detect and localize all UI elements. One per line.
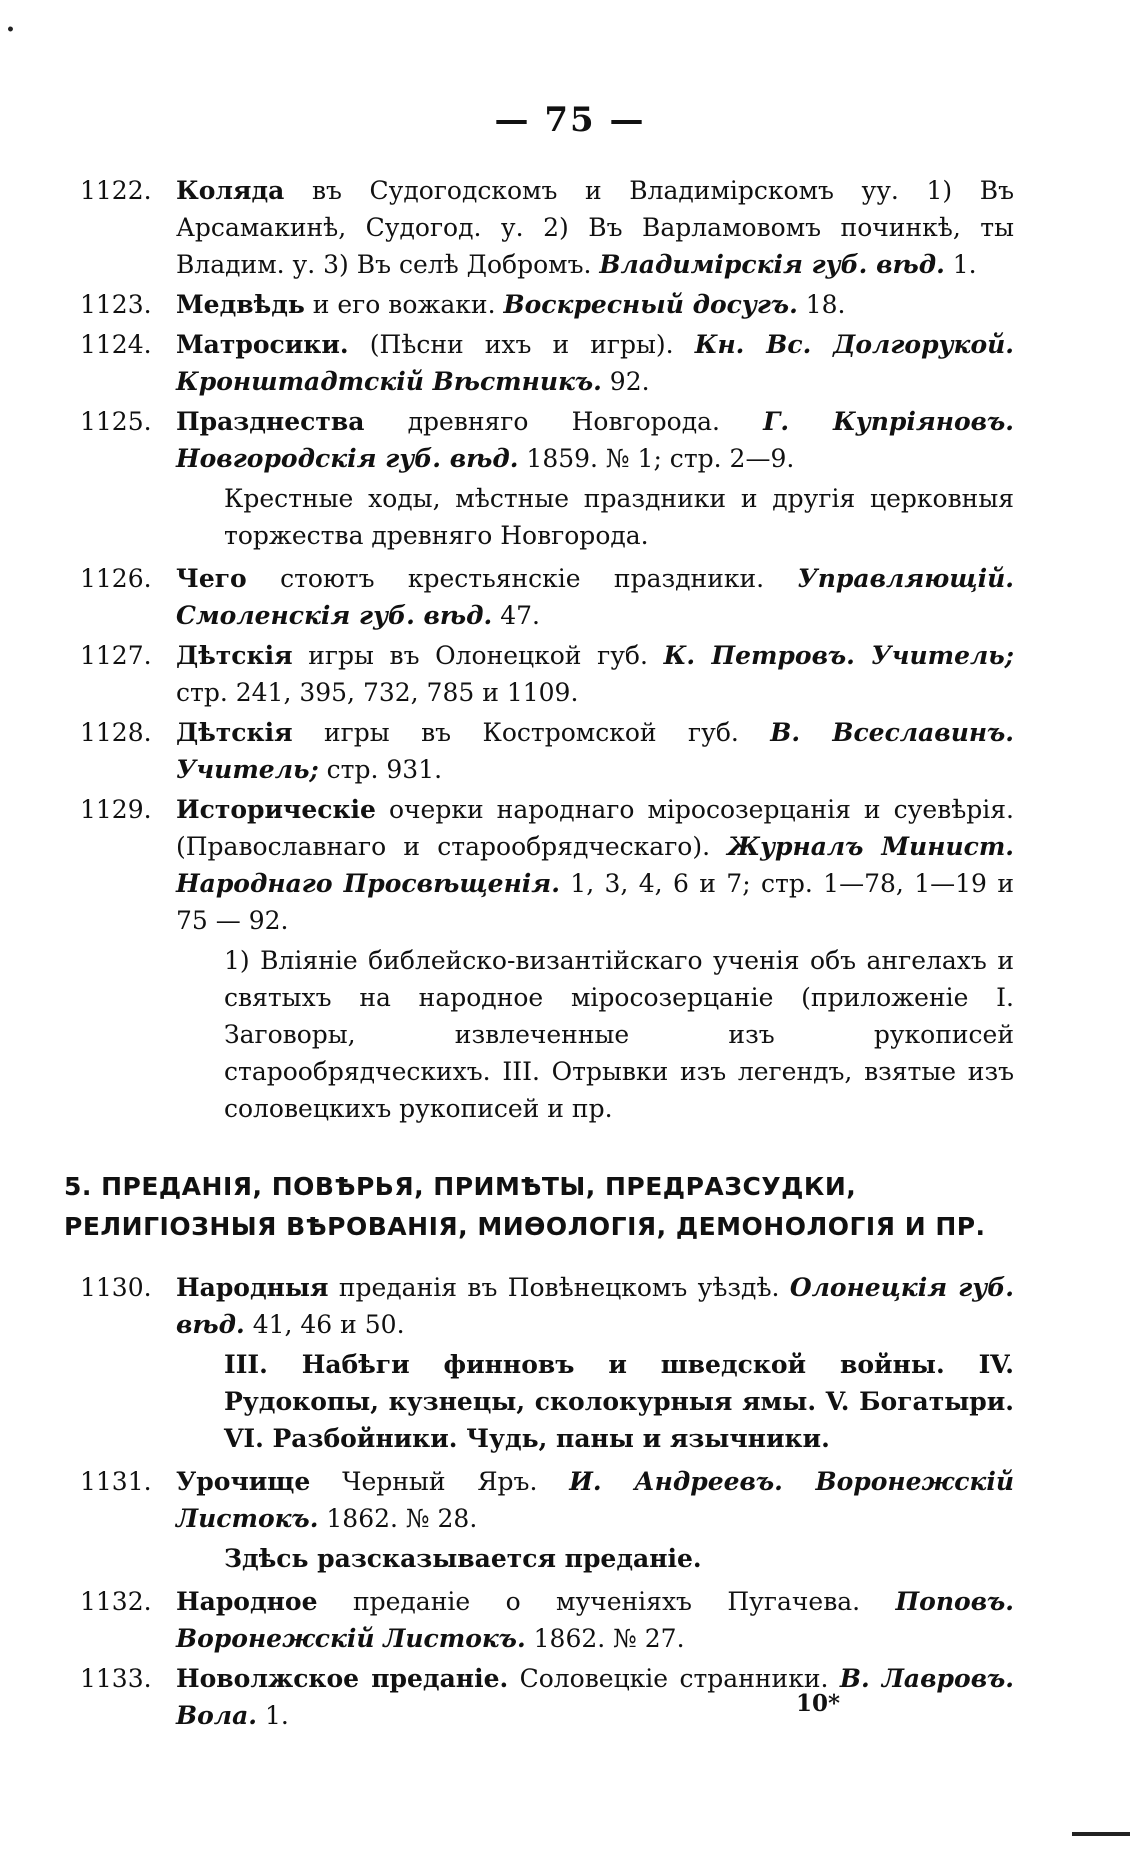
entry-text: Соловецкіе странники. [508, 1664, 840, 1693]
entry-title: Дѣтскія [176, 641, 293, 670]
entry-number: 1126. [80, 564, 152, 593]
entries-list [0, 172, 1140, 1737]
page-number: — 75 — [494, 100, 646, 140]
entry-citation: Г. Купріяновъ. Новгородскія губ. вѣд. [176, 407, 1014, 473]
entry [0, 326, 1140, 400]
entry-citation: Кн. Вс. Долгорукой. Кронштадтскій Вѣстникъ. [176, 330, 1014, 396]
entry-tail: 18. [797, 290, 846, 319]
entry-citation: К. Петровъ. Учитель; [663, 641, 1015, 670]
entry [0, 172, 1140, 283]
entry-note: Здѣсь разсказывается преданіе. [224, 1544, 702, 1573]
entry-number: 1124. [80, 330, 152, 359]
entry-text: древняго Новгорода. [364, 407, 764, 436]
entry-text: преданіе о мученіяхъ Пугачева. [317, 1587, 896, 1616]
entry [0, 791, 1140, 939]
entry-number: 1133. [80, 1664, 152, 1693]
signature-mark: 10* [796, 1690, 841, 1717]
entry-number: 1123. [80, 290, 152, 319]
entry-title: Чего [176, 564, 247, 593]
entry-number: 1129. [80, 795, 152, 824]
entry-text: и его вожаки. [304, 290, 504, 319]
entry-tail: 1, 3, 4, 6 и 7; стр. 1—78, 1—19 и 75 — 92. [176, 869, 1014, 935]
entry-tail: 1862. № 28. [318, 1504, 478, 1533]
entry-title: Дѣтскія [176, 718, 293, 747]
entry-title: Урочище [176, 1467, 311, 1496]
entry-number: 1127. [80, 641, 152, 670]
section-heading: 5. ПРЕДАНІЯ, ПОВѢРЬЯ, ПРИМѢТЫ, ПРЕДРАЗСУДКИ, РЕЛИГІОЗНЫЯ ВѢРОВАНІЯ, МИѲОЛОГІЯ, ДЕМОНОЛОГІЯ И ПР. [64, 1172, 986, 1241]
entry-text: Черный Яръ. [310, 1467, 570, 1496]
entry-citation: Воскресный досугъ. [503, 290, 798, 319]
entry [0, 1463, 1140, 1537]
entry-title: Медвѣдь [176, 290, 305, 319]
margin-dot: • [6, 22, 15, 38]
entry-tail: 47. [492, 601, 540, 630]
entry-number: 1132. [80, 1587, 152, 1616]
entry-note: Крестные ходы, мѣстные праздники и другія церковныя торжества древняго Новгорода. [224, 484, 1014, 550]
entry [0, 286, 1140, 323]
entry-tail: стр. 931. [318, 755, 443, 784]
entry-number: 1122. [80, 176, 152, 205]
entry-text: игры въ Костромской губ. [292, 718, 771, 747]
entry-tail: 41, 46 и 50. [244, 1310, 405, 1339]
entry-title: Празднества [176, 407, 365, 436]
entry-title: Матросики. [176, 330, 349, 359]
entry [0, 403, 1140, 477]
entry-text: игры въ Олонецкой губ. [292, 641, 664, 670]
entry [0, 1583, 1140, 1657]
entry-tail: 1862. № 27. [525, 1624, 685, 1653]
entry-text: очерки народнаго міросозерцанія и суевѣрія. (Православнаго и старообрядческаго). [176, 795, 1014, 861]
entry-number: 1125. [80, 407, 152, 436]
entry [0, 1269, 1140, 1343]
entry-title: Народныя [176, 1273, 329, 1302]
entry-citation: Олонецкія губ. вѣд. [176, 1273, 1014, 1339]
entry-title: Коляда [176, 176, 285, 205]
entry-note: III. Набѣги финновъ и шведской войны. IV. Рудокопы, кузнецы, сколокурныя ямы. V. Богатыри. VI. Разбойники. Чудь, паны и язычники. [224, 1350, 1014, 1453]
entry-tail: 92. [601, 367, 650, 396]
entry-citation: В. Всеславинъ. Учитель; [176, 718, 1014, 784]
entry-title: Народное [176, 1587, 318, 1616]
margin-dash [1072, 1832, 1130, 1836]
entry-text: въ Судогодскомъ и Владимірскомъ уу. 1) Въ Арсамакинѣ, Судогод. у. 2) Въ Варламовомъ починкѣ, ты Владим. у. 3) Въ селѣ Добромъ. [176, 176, 1014, 279]
entry [0, 714, 1140, 788]
entry-text: преданія въ Повѣнецкомъ уѣздѣ. [328, 1273, 790, 1302]
entry-number: 1130. [80, 1273, 152, 1302]
entry-citation: Управляющій. Смоленскія губ. вѣд. [176, 564, 1014, 630]
entry-tail: 1. [257, 1701, 289, 1730]
entry-tail: стр. 241, 395, 732, 785 и 1109. [176, 678, 579, 707]
entry-citation: И. Андреевъ. Воронежскій Листокъ. [176, 1467, 1015, 1533]
entry-number: 1131. [80, 1467, 152, 1496]
entry-text: (Пѣсни ихъ и игры). [348, 330, 695, 359]
entry-citation: В. Лавровъ. Вола. [176, 1664, 1014, 1730]
entry-note: 1) Вліяніе библейско-византійскаго ученія объ ангелахъ и святыхъ на народное міросозерцаніе (приложеніе I. Заговоры, извлеченные изъ рукописей старообрядческихъ. III. Отрывки изъ легендъ, взятые изъ соловецкихъ рукописей и пр. [224, 946, 1014, 1123]
entry-title: Историческіе [176, 795, 376, 824]
entry [0, 637, 1140, 711]
entry [0, 1660, 1140, 1734]
entry-citation: Журналъ Минист. Народнаго Просвѣщенія. [176, 832, 1015, 898]
entry-citation: Поповъ. Воронежскій Листокъ. [176, 1587, 1014, 1653]
entry-tail: 1859. № 1; стр. 2—9. [518, 444, 795, 473]
entry-text: стоютъ крестьянскіе праздники. [246, 564, 798, 593]
entry-title: Новолжское преданіе. [176, 1664, 509, 1693]
entry-number: 1128. [80, 718, 152, 747]
entry [0, 560, 1140, 634]
entry-tail: 1. [944, 250, 977, 279]
entry-citation: Владимірскія губ. вѣд. [599, 250, 945, 279]
